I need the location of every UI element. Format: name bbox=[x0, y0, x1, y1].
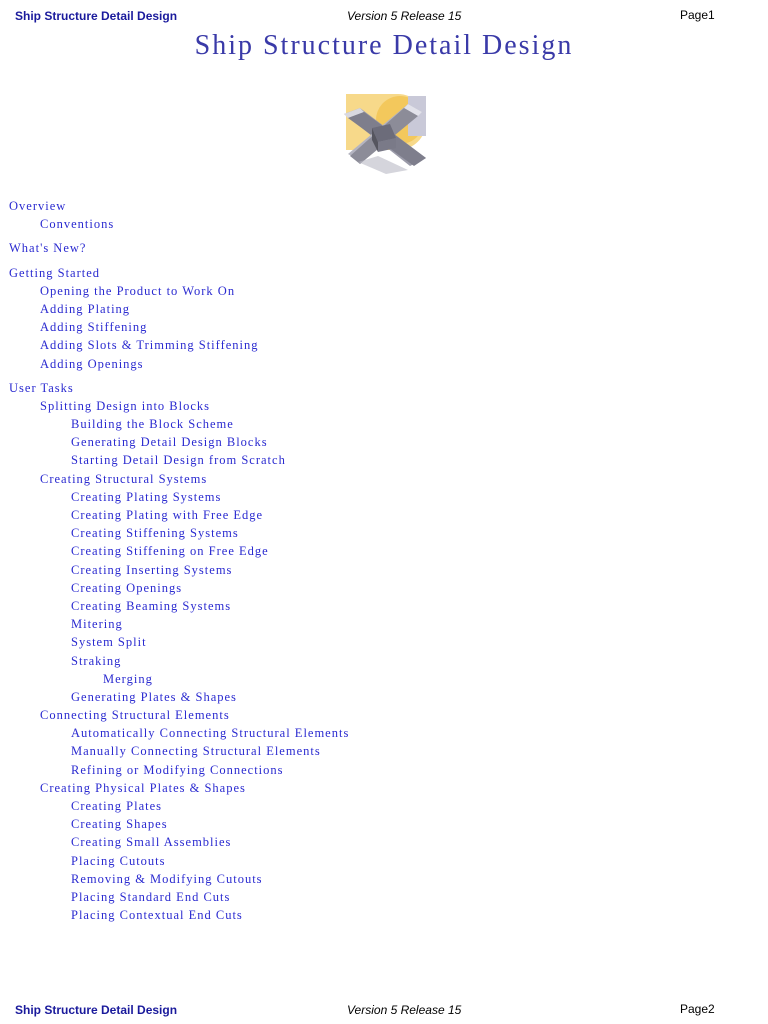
toc-link[interactable]: Creating Physical Plates & Shapes bbox=[40, 780, 246, 795]
toc-link[interactable]: Mitering bbox=[71, 617, 123, 632]
toc-link[interactable]: Adding Slots & Trimming Stiffening bbox=[40, 338, 259, 353]
table-of-contents bbox=[0, 197, 768, 924]
toc-link[interactable]: Generating Detail Design Blocks bbox=[71, 435, 268, 450]
toc-link[interactable]: Manually Connecting Structural Elements bbox=[71, 744, 321, 759]
toc-link[interactable]: Getting Started bbox=[9, 265, 101, 280]
toc-link[interactable]: Creating Plating with Free Edge bbox=[71, 508, 264, 522]
toc-link[interactable]: Adding Openings bbox=[40, 356, 144, 371]
toc-link[interactable]: Creating Beaming Systems bbox=[71, 598, 232, 613]
toc-link[interactable]: Building the Block Scheme bbox=[71, 417, 234, 432]
page-header bbox=[0, 6, 768, 26]
toc-link[interactable]: Adding Stiffening bbox=[40, 320, 148, 335]
page-footer bbox=[0, 1000, 768, 1020]
toc-link[interactable]: Merging bbox=[103, 671, 153, 686]
toc-link[interactable]: Creating Shapes bbox=[71, 817, 168, 832]
toc-link[interactable]: Straking bbox=[71, 653, 122, 668]
footer-page-number: Page2 bbox=[680, 1002, 715, 1016]
toc-link[interactable]: Removing & Modifying Cutouts bbox=[71, 871, 263, 886]
toc-link[interactable]: Automatically Connecting Structural Elements bbox=[71, 726, 350, 741]
toc-link[interactable]: Creating Openings bbox=[71, 580, 183, 595]
toc-link[interactable]: Opening the Product to Work On bbox=[40, 283, 236, 298]
toc-link[interactable]: What's New? bbox=[9, 241, 87, 256]
toc-link[interactable]: Starting Detail Design from Scratch bbox=[71, 453, 286, 468]
toc-link[interactable]: Overview bbox=[9, 199, 67, 213]
toc-link[interactable]: Creating Small Assemblies bbox=[71, 835, 232, 850]
toc-link[interactable]: User Tasks bbox=[9, 380, 74, 395]
toc-link[interactable]: Creating Stiffening on Free Edge bbox=[71, 544, 269, 559]
toc-link[interactable]: System Split bbox=[71, 635, 147, 650]
toc-link[interactable]: Conventions bbox=[40, 217, 115, 232]
toc-link[interactable]: Placing Standard End Cuts bbox=[71, 889, 231, 904]
toc-link[interactable]: Creating Stiffening Systems bbox=[71, 526, 239, 541]
toc-link[interactable]: Creating Inserting Systems bbox=[71, 562, 233, 577]
toc-link[interactable]: Placing Cutouts bbox=[71, 853, 166, 868]
toc-link[interactable]: Connecting Structural Elements bbox=[40, 708, 230, 723]
footer-version: Version 5 Release 15 bbox=[347, 1003, 462, 1017]
toc-link[interactable]: Refining or Modifying Connections bbox=[71, 762, 284, 777]
toc-link[interactable]: Creating Structural Systems bbox=[40, 471, 208, 486]
toc-link[interactable]: Generating Plates & Shapes bbox=[71, 689, 237, 704]
page-title: Ship Structure Detail Design bbox=[194, 30, 574, 61]
header-doc-title: Ship Structure Detail Design bbox=[15, 9, 178, 23]
crossed-beams-icon bbox=[338, 90, 430, 174]
toc-link[interactable]: Adding Plating bbox=[40, 301, 131, 316]
toc-link[interactable]: Creating Plates bbox=[71, 799, 163, 813]
header-page-number: Page1 bbox=[680, 8, 715, 22]
header-version: Version 5 Release 15 bbox=[347, 9, 462, 23]
footer-doc-title: Ship Structure Detail Design bbox=[15, 1003, 178, 1017]
toc-link[interactable]: Creating Plating Systems bbox=[71, 489, 222, 504]
toc-link[interactable]: Placing Contextual End Cuts bbox=[71, 908, 243, 923]
toc-link[interactable]: Splitting Design into Blocks bbox=[40, 398, 211, 413]
